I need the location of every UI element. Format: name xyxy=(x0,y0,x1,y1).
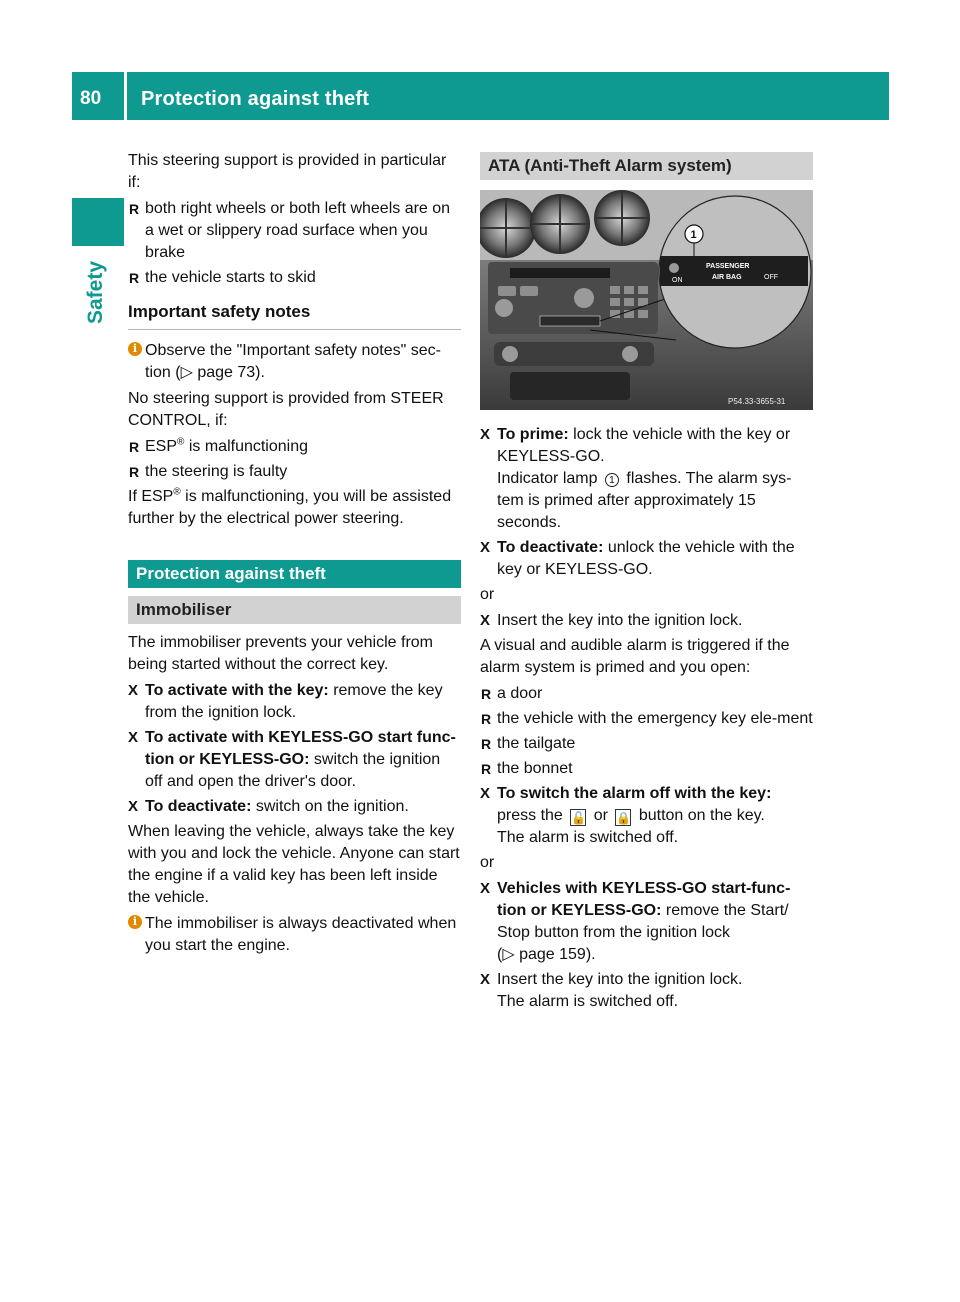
page-number: 80 xyxy=(80,88,102,109)
or-text: or xyxy=(480,586,495,603)
left-column xyxy=(128,150,461,961)
step-item: X To deactivate: unlock the vehicle with the key or KEYLESS-GO. xyxy=(480,539,795,578)
dashboard-photo xyxy=(480,190,813,410)
step-marker: X xyxy=(128,729,139,746)
list-item: R the vehicle with the emergency key ele-ment xyxy=(480,708,813,730)
step-item: X To activate with the key: remove the key from the ignition lock. xyxy=(128,682,443,721)
section-side-label: Safety xyxy=(84,260,107,324)
step-item: X To switch the alarm off with the key: press the 🔓 or 🔒 button on the key. The alarm is switched off. xyxy=(480,785,772,846)
page-title: Protection against theft xyxy=(141,88,370,110)
or-text: or xyxy=(480,854,495,871)
list-item: R the bonnet xyxy=(480,758,813,780)
immobiliser-intro: The immobiliser prevents your vehicle from being started without the correct key. xyxy=(128,634,433,673)
step-marker: X xyxy=(480,971,491,988)
bullet-marker: R xyxy=(481,736,492,752)
bullet-marker: R xyxy=(129,270,140,286)
section-heading-protection: Protection against theft xyxy=(128,560,461,588)
step-marker: X xyxy=(480,880,491,897)
page-ref-link[interactable]: ▷ page 73 xyxy=(180,364,256,381)
step-marker: X xyxy=(128,798,139,815)
step-item: X To activate with KEYLESS-GO start func-tion or KEYLESS-GO: switch the ignition off and open the driver's door. xyxy=(128,729,456,790)
list-item: R the steering is faulty xyxy=(128,461,461,483)
panel-off-label: OFF xyxy=(764,274,778,281)
panel-passenger-label: PASSENGER xyxy=(706,263,750,270)
step-item: X To prime: lock the vehicle with the key or KEYLESS-GO. Indicator lamp 1 flashes. The alarm sys-tem is primed after approximately 15 seconds. xyxy=(480,426,792,531)
list-item: R the tailgate xyxy=(480,733,813,755)
intro-paragraph: This steering support is provided in particular if: xyxy=(128,152,447,191)
info-icon: i xyxy=(128,915,142,929)
info-icon: i xyxy=(128,342,142,356)
step-marker: X xyxy=(480,539,491,556)
heading-important-safety-notes: Important safety notes xyxy=(128,301,461,330)
step-marker: X xyxy=(480,785,491,802)
info-note: i The immobiliser is always deactivated when you start the engine. xyxy=(128,913,461,957)
callout-number: 1 xyxy=(690,229,697,241)
dashboard-illustration xyxy=(480,190,813,410)
step-item: X Vehicles with KEYLESS-GO start-func-tion or KEYLESS-GO: remove the Start/ Stop button from the ignition lock (▷ page 159). xyxy=(480,880,791,963)
bullet-marker: R xyxy=(129,201,140,217)
esp-paragraph: If ESP® is malfunctioning, you will be assisted further by the electrical power steering. xyxy=(128,486,452,527)
step-marker: X xyxy=(480,426,491,443)
step-item: X Insert the key into the ignition lock. xyxy=(480,610,813,632)
bullet-marker: R xyxy=(481,761,492,777)
info-note: i Observe the "Important safety notes" sec-tion (▷ page 73). xyxy=(128,340,461,384)
no-support-paragraph: No steering support is provided from STEER CONTROL, if: xyxy=(128,390,444,429)
lock-icon: 🔒 xyxy=(616,811,632,825)
leaving-paragraph: When leaving the vehicle, always take the key with you and lock the vehicle. Anyone can start the engine if a valid key has been left inside the vehicle. xyxy=(128,823,460,906)
right-column xyxy=(480,152,813,1016)
image-code: P54.33-3655-31 xyxy=(728,397,786,406)
subheading-ata: ATA (Anti-Theft Alarm system) xyxy=(480,152,813,180)
list-item: R ESP® is malfunctioning xyxy=(128,436,461,458)
page-ref-link[interactable]: ▷ page 159 xyxy=(502,946,586,963)
section-tab-marker xyxy=(72,198,124,246)
bullet-marker: R xyxy=(129,439,140,455)
subheading-immobiliser: Immobiliser xyxy=(128,596,461,624)
unlock-icon: 🔓 xyxy=(571,811,587,825)
list-item: R both right wheels or both left wheels are on a wet or slippery road surface when you brake xyxy=(129,200,451,261)
header-divider xyxy=(124,72,127,120)
step-marker: X xyxy=(480,612,491,629)
panel-on-label: ON xyxy=(672,277,683,284)
bullet-marker: R xyxy=(481,686,492,702)
alarm-intro: A visual and audible alarm is triggered if the alarm system is primed and you open: xyxy=(480,637,790,676)
bullet-marker: R xyxy=(129,464,140,480)
callout-badge: 1 xyxy=(605,473,619,487)
panel-airbag-label: AIR BAG xyxy=(712,274,742,281)
list-item: R a door xyxy=(480,683,813,705)
step-marker: X xyxy=(128,682,139,699)
bullet-marker: R xyxy=(481,711,492,727)
list-item: R the vehicle starts to skid xyxy=(128,267,461,289)
step-item: X Insert the key into the ignition lock. The alarm is switched off. xyxy=(480,971,743,1010)
step-item: X To deactivate: switch on the ignition. xyxy=(128,796,461,818)
